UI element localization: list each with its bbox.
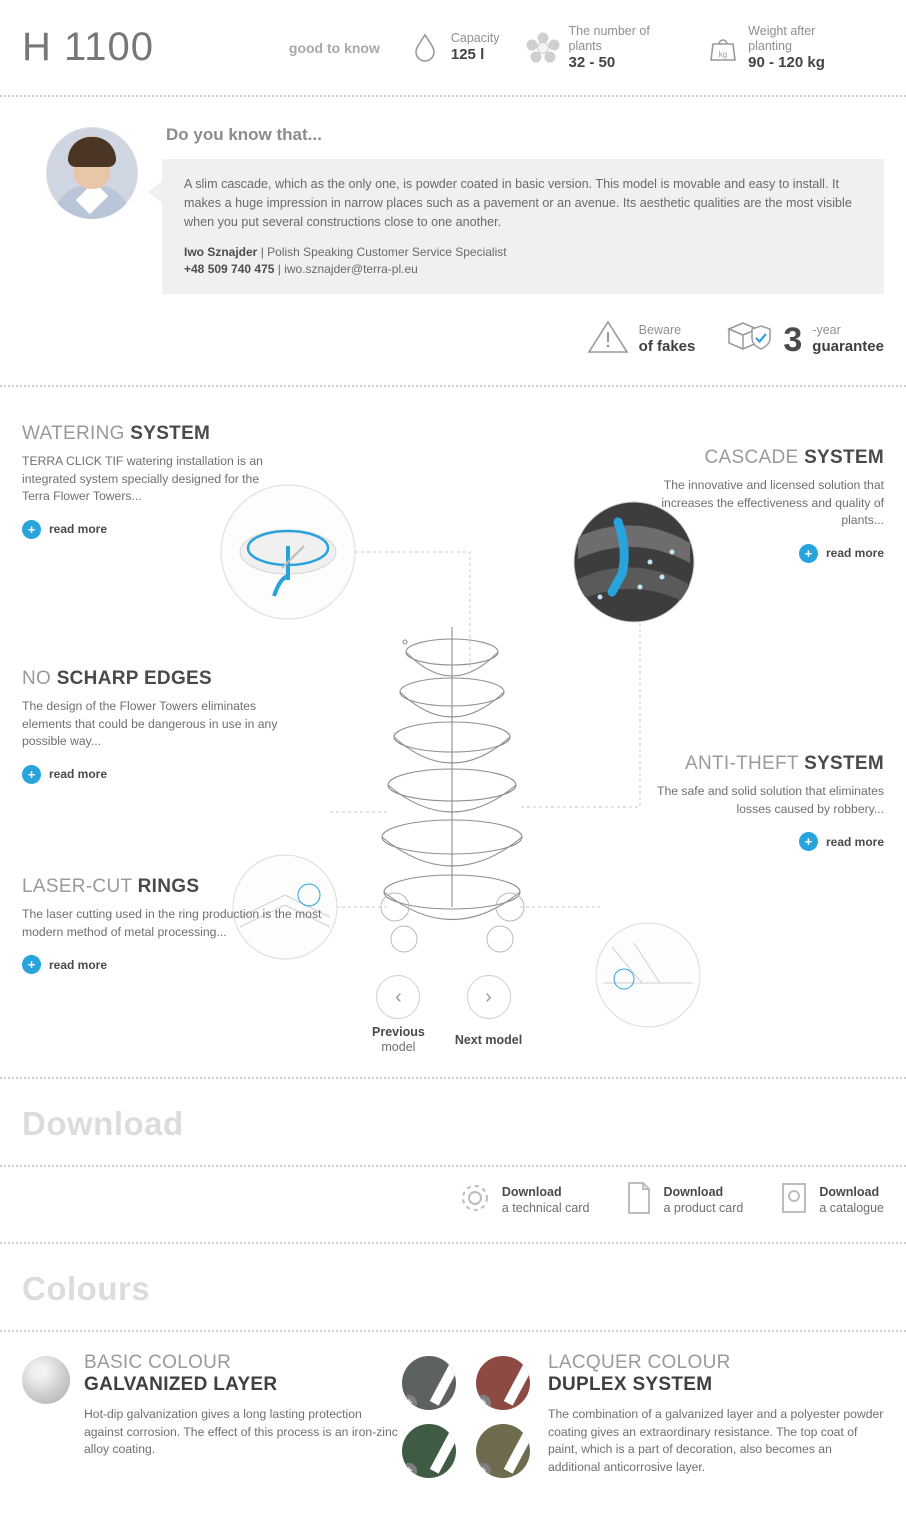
badge-line1: -year [812, 323, 841, 337]
box-shield-icon [725, 318, 773, 361]
feature-title: NO SCHARP EDGES [22, 668, 212, 689]
plus-icon: + [22, 765, 41, 784]
beware-of-fakes-badge [587, 319, 696, 360]
spec-weight [707, 24, 858, 72]
lacquer-swatches [402, 1352, 530, 1478]
svg-text:kg: kg [718, 49, 728, 59]
download-heading: Download [22, 1105, 184, 1142]
read-more-label: read more [825, 834, 884, 849]
feature-no-sharp-edges [22, 668, 294, 784]
know-bubble [162, 159, 884, 294]
spec-label: Capacity [450, 31, 500, 45]
page-header [0, 0, 906, 95]
feature-watering-system [22, 423, 272, 539]
olive-speckle-swatch[interactable] [476, 1424, 530, 1478]
basic-colour-text: Hot-dip galvanization gives a long lasting protection against corrosion. The effect of this process is an iron-zinc alloy coating. [84, 1407, 398, 1456]
download-catalogue[interactable] [779, 1181, 884, 1220]
read-more-cascade[interactable] [634, 544, 884, 563]
avatar [46, 127, 138, 219]
spec-value: 32 - 50 [568, 53, 616, 71]
next-model-button[interactable] [455, 975, 522, 1055]
weight-icon [707, 29, 740, 67]
feature-text: TERRA CLICK TIF watering installation is an integrated system specially designed for the Terra Flower Towers... [22, 454, 263, 503]
previous-model-button[interactable] [372, 975, 425, 1055]
download-product-card[interactable] [625, 1181, 743, 1220]
badges-row [0, 312, 906, 385]
chevron-right-icon: › [467, 975, 511, 1019]
galvanized-swatch[interactable] [22, 1356, 70, 1404]
dl-line2: a technical card [501, 1201, 590, 1215]
dl-line1: Download [819, 1185, 880, 1199]
plus-icon: + [476, 1463, 491, 1478]
feature-text: The design of the Flower Towers eliminates elements that could be dangerous in use in any possible way... [22, 699, 278, 748]
contact-role: | Polish Speaking Customer Service Specialist [260, 245, 507, 259]
flower-icon [526, 29, 560, 67]
chevron-left-icon: ‹ [376, 975, 420, 1019]
feature-cascade-system [634, 447, 884, 563]
plus-icon: + [402, 1395, 417, 1410]
read-more-label: read more [49, 767, 108, 781]
plus-icon: + [402, 1463, 417, 1478]
feature-laser-cut-rings [22, 876, 348, 974]
grey-speckle-swatch[interactable] [402, 1356, 456, 1410]
basic-colour-title: BASIC COLOUR GALVANIZED LAYER [84, 1352, 278, 1395]
badge-line2: of fakes [638, 338, 696, 355]
gear-icon [458, 1181, 492, 1220]
lacquer-colour-title: LACQUER COLOUR DUPLEX SYSTEM [548, 1352, 731, 1395]
do-you-know-section [0, 97, 906, 312]
green-speckle-swatch[interactable] [402, 1424, 456, 1478]
prev-line1: Previous [372, 1025, 425, 1039]
feature-anti-theft-system [624, 753, 884, 851]
download-section [0, 1079, 906, 1242]
feature-title: LASER-CUT RINGS [22, 876, 200, 897]
colours-heading: Colours [22, 1270, 151, 1307]
read-more-laser-cut[interactable] [22, 955, 348, 974]
read-more-anti-theft[interactable] [624, 832, 884, 851]
red-speckle-swatch[interactable] [476, 1356, 530, 1410]
next-line1: Next model [454, 1033, 523, 1047]
spec-value: 90 - 120 kg [748, 53, 825, 71]
spec-label: The number of plants [568, 23, 650, 53]
feature-title: CASCADE SYSTEM [704, 447, 884, 468]
spec-plants [526, 24, 681, 72]
contact-phone[interactable]: +48 509 740 475 [184, 262, 275, 276]
contact-email[interactable]: | iwo.sznajder@terra-pl.eu [277, 262, 418, 276]
features-section [0, 387, 906, 1077]
plus-icon: + [799, 832, 818, 851]
download-technical-card[interactable] [458, 1181, 590, 1220]
spec-label: Weight after planting [748, 23, 816, 53]
feature-title: WATERING SYSTEM [22, 423, 211, 444]
good-to-know-label: good to know [288, 39, 380, 56]
read-more-label: read more [49, 957, 108, 972]
know-text: A slim cascade, which as the only one, is powder coated in basic version. This model is movable and easy to install. It makes a huge impression in narrow places such as a pavement or an avenue. Its aesthetic qualities are the most visible when you put several constructions close to one another. [184, 177, 852, 229]
drop-icon [408, 29, 442, 67]
read-more-label: read more [49, 522, 108, 536]
document-icon [625, 1181, 653, 1220]
feature-title: ANTI-THEFT SYSTEM [685, 753, 884, 774]
lacquer-colour-text: The combination of a galvanized layer and a polyester powder coating gives an extraordinary resistance. The top coat of paint, which is a part of decoration, also becomes an additional anticorrosive layer. [548, 1407, 884, 1474]
know-title: Do you know that... [166, 125, 322, 144]
contact-name: Iwo Sznajder [184, 245, 258, 259]
plus-icon: + [22, 520, 41, 539]
plus-icon: + [799, 544, 818, 563]
plus-icon: + [22, 955, 41, 974]
page-title: H 1100 [22, 25, 155, 69]
badge-line1: Beware [638, 323, 682, 337]
feature-text: The innovative and licensed solution that increases the effectiveness and quality of plants... [661, 478, 884, 527]
feature-text: The laser cutting used in the ring production is the most modern method of metal processing... [22, 907, 322, 939]
warning-icon [587, 319, 629, 360]
spec-capacity [408, 29, 500, 67]
dl-line2: a product card [663, 1201, 744, 1215]
plus-icon: + [476, 1395, 491, 1410]
read-more-watering[interactable] [22, 520, 272, 539]
colours-section [0, 1244, 906, 1488]
catalogue-icon [779, 1181, 809, 1220]
badge-line2: guarantee [812, 338, 884, 355]
read-more-label: read more [825, 546, 884, 560]
spec-value: 125 l [450, 46, 485, 63]
dl-line1: Download [663, 1185, 724, 1199]
guarantee-number: 3 [783, 320, 803, 359]
dl-line1: Download [501, 1185, 562, 1199]
prev-line2: model [381, 1040, 416, 1054]
read-more-no-sharp-edges[interactable] [22, 765, 294, 784]
dl-line2: a catalogue [819, 1201, 884, 1215]
feature-text: The safe and solid solution that eliminates losses caused by robbery... [657, 784, 884, 816]
model-navigation [372, 975, 522, 1055]
guarantee-badge [725, 318, 884, 361]
